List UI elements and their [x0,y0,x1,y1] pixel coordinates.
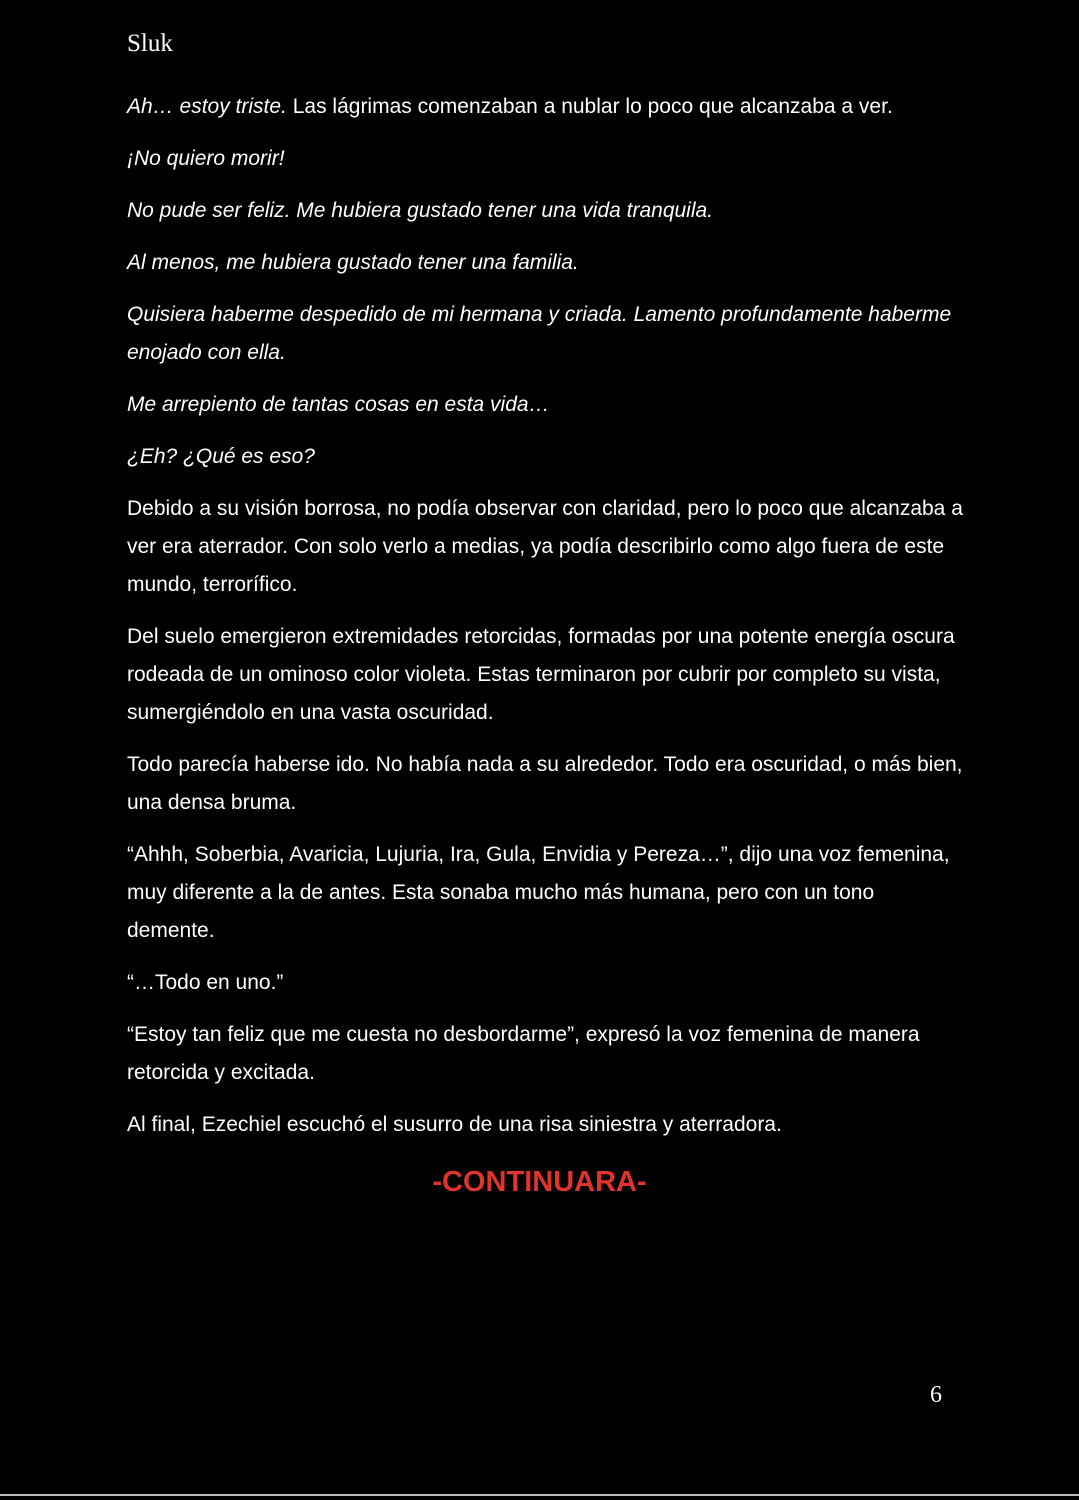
paragraph [127,244,963,282]
italic-thought: Me arrepiento de tantas cosas en esta vida… [127,393,550,416]
paragraph [127,88,963,126]
page-bottom-divider [0,1494,1079,1496]
paragraph: “…Todo en uno.” [127,971,284,994]
paragraph-text: Las lágrimas comenzaban a nublar lo poco que alcanzaba a ver. [286,95,893,118]
paragraph: “Ahhh, Soberbia, Avaricia, Lujuria, Ira, Gula, Envidia y Pereza…”, dijo una voz femenina, muy diferente a la de antes. Esta sonaba mucho más humana, pero con un tono demente. [127,843,950,942]
italic-thought: Al menos, me hubiera gustado tener una familia. [127,251,579,274]
paragraph [127,140,963,178]
paragraph [127,296,963,372]
chapter-body [127,88,963,1158]
paragraph [127,386,963,424]
running-header-author: Sluk [127,30,173,57]
italic-thought: Quisiera haberme despedido de mi hermana y criada. Lamento profundamente haberme enojado con ella. [127,303,952,364]
paragraph: Del suelo emergieron extremidades retorcidas, formadas por una potente energía oscura rodeada de un ominoso color violeta. Estas terminaron por cubrir por completo su vista, sumergiéndolo en una vasta oscuridad. [127,625,955,724]
paragraph: Todo parecía haberse ido. No había nada a su alrededor. Todo era oscuridad, o más bien, una densa bruma. [127,753,963,814]
paragraph: “Estoy tan feliz que me cuesta no desbordarme”, expresó la voz femenina de manera retorcida y excitada. [127,1023,920,1084]
paragraph [127,438,963,476]
italic-thought: No pude ser feliz. Me hubiera gustado tener una vida tranquila. [127,199,714,222]
to-be-continued-heading: -CONTINUARA- [432,1166,647,1198]
paragraph: Al final, Ezechiel escuchó el susurro de una risa siniestra y aterradora. [127,1113,782,1136]
italic-thought: ¿Eh? ¿Qué es eso? [127,445,315,468]
italic-thought: Ah… estoy triste. [127,95,287,118]
page-number: 6 [930,1382,942,1408]
paragraph [127,192,963,230]
paragraph: Debido a su visión borrosa, no podía observar con claridad, pero lo poco que alcanzaba a ver era aterrador. Con solo verlo a medias, ya podía describirlo como algo fuera de este mundo, terrorífico. [127,497,963,596]
italic-thought: ¡No quiero morir! [127,147,285,170]
